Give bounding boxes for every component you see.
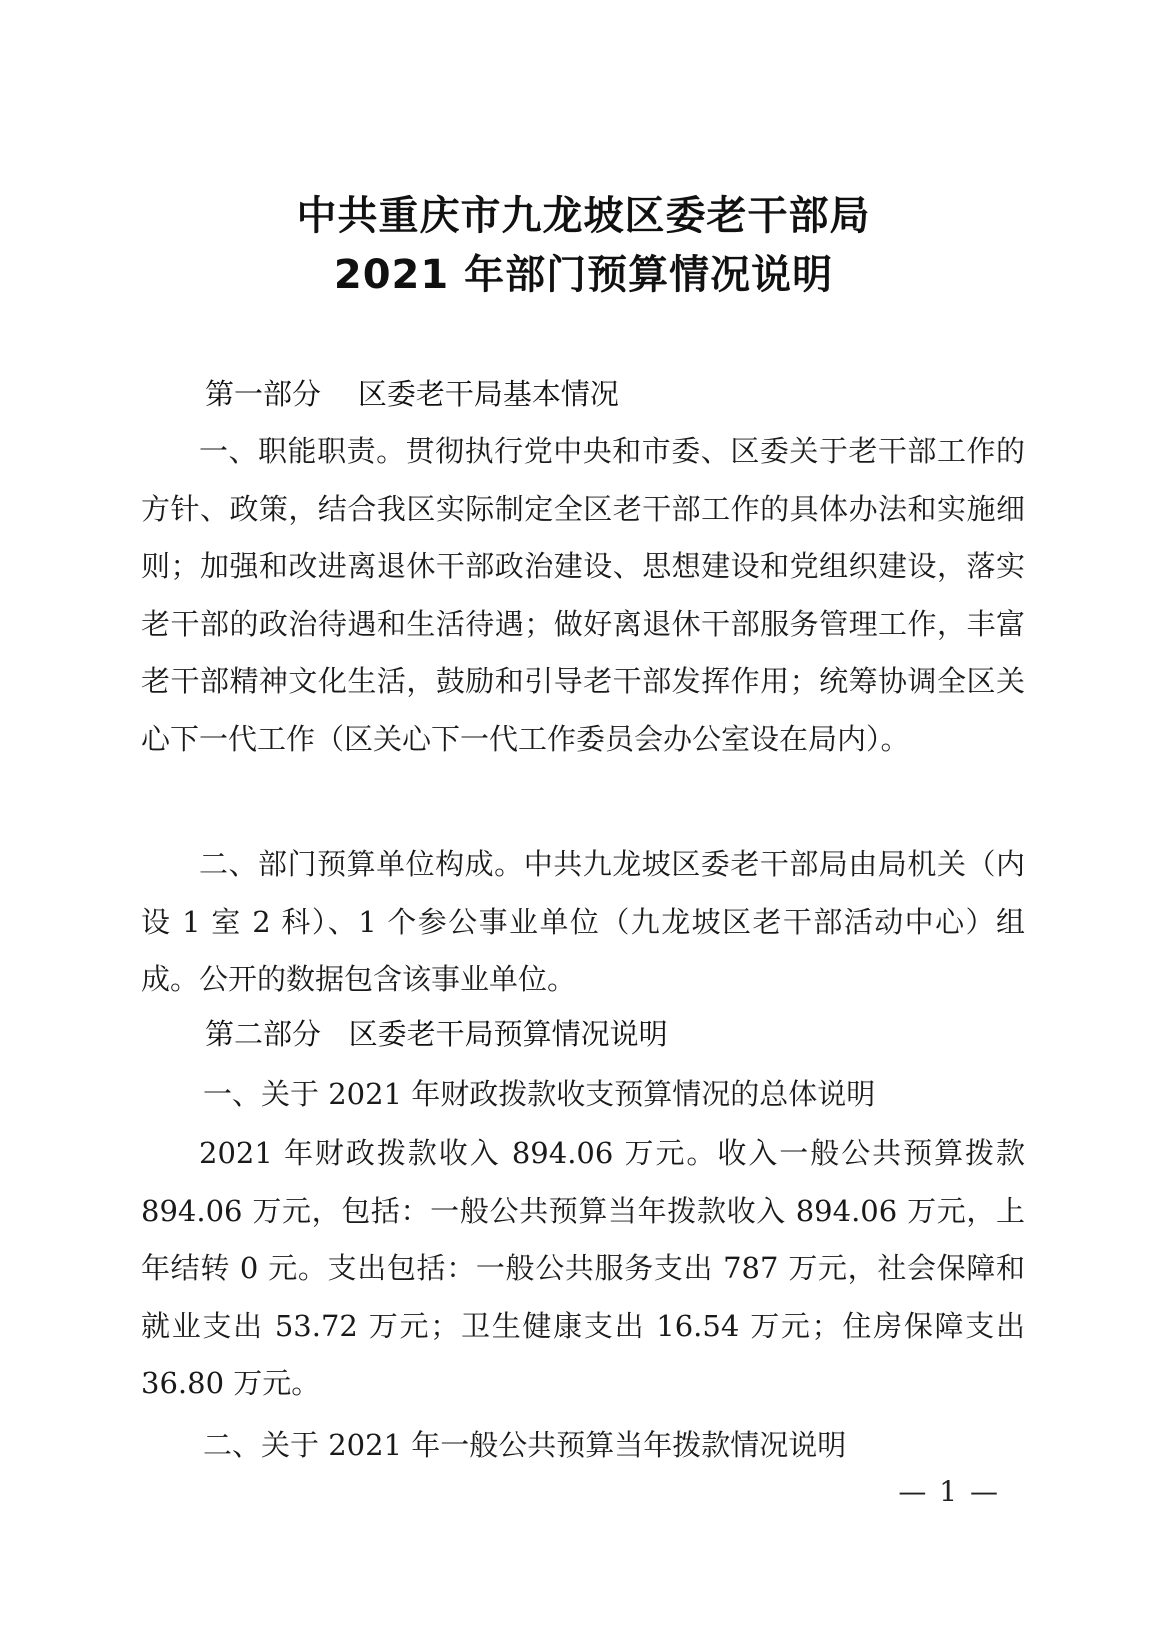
part2-subheading-1: 一、关于 2021 年财政拨款收支预算情况的总体说明: [203, 1077, 876, 1111]
part1-paragraph-composition: 二、部门预算单位构成。中共九龙坡区委老干部局由局机关（内设 1 室 2 科）、1 个参公事业单位（九龙坡区老干部活动中心）组成。公开的数据包含该事业单位。: [141, 847, 1025, 996]
part2-subheading-2: 二、关于 2021 年一般公共预算当年拨款情况说明: [203, 1428, 847, 1462]
part1-paragraph-responsibilities: 一、职能职责。贯彻执行党中央和市委、区委关于老干部工作的方针、政策，结合我区实际制定全区老干部工作的具体办法和实施细则；加强和改进离退休干部政治建设、思想建设和党组织建设，落实老干部的政治待遇和生活待遇；做好离退休干部服务管理工作，丰富老干部精神文化生活，鼓励和引导老干部发挥作用；统筹协调全区关心下一代工作（区关心下一代工作委员会办公室设在局内）。: [141, 434, 1025, 756]
part2-heading: 第二部分 区委老干局预算情况说明: [205, 1017, 668, 1051]
page-number: — 1 —: [898, 1475, 1000, 1508]
part1-heading: 第一部分 区委老干局基本情况: [205, 377, 619, 411]
document-title-line2: 2021 年部门预算情况说明: [333, 252, 834, 298]
document-title-line1: 中共重庆市九龙坡区委老干部局: [296, 193, 871, 239]
part2-paragraph-budget-overview: 2021 年财政拨款收入 894.06 万元。收入一般公共预算拨款 894.06 万元，包括：一般公共预算当年拨款收入 894.06 万元，上年结转 0 元。支出包括：一般公共服务支出 787 万元，社会保障和就业支出 53.72 万元；卫生健康支出 16.54 万元；住房保障支出 36.80 万元。: [141, 1136, 1025, 1400]
